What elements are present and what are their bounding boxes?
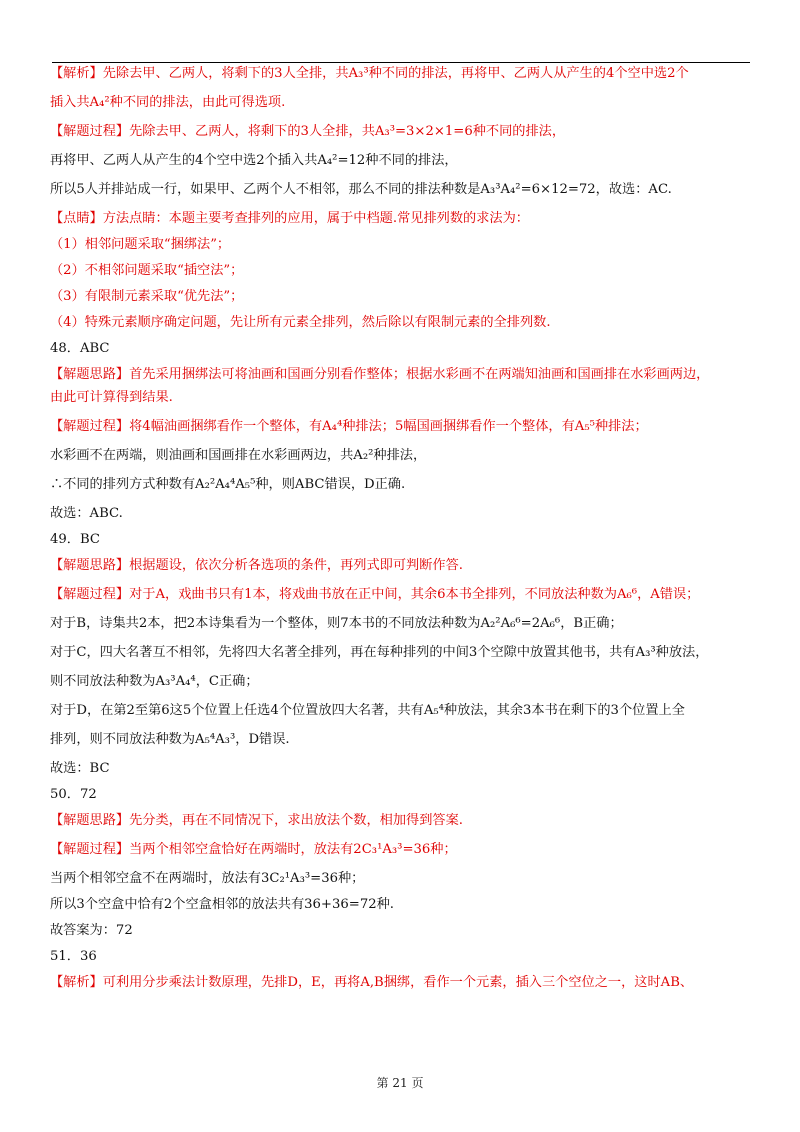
header-rule bbox=[52, 62, 750, 63]
solution-line: 【解题思路】首先采用捆绑法可将油画和国画分别看作整体；根据水彩画不在两端知油画和国画排在水彩画两边， bbox=[50, 367, 710, 382]
solution-line: 所以5人并排站成一行，如果甲、乙两个人不相邻，那么不同的排法种数是A₃³A₄²=6×12=72，故选：AC. bbox=[50, 182, 672, 197]
solution-line: 对于B，诗集共2本，把2本诗集看为一个整体，则7本书的不同放法种数为A₂²A₆⁶=2A₆⁶，B正确； bbox=[50, 616, 623, 631]
solution-line: 故答案为：72 bbox=[50, 923, 133, 938]
tip-line: 【点睛】方法点睛：本题主要考查排列的应用，属于中档题.常见排列数的求法为： bbox=[50, 211, 529, 226]
solution-line: 【解析】可利用分步乘法计数原理，先排D，E，再将A,B捆绑，看作一个元素，插入三个空位之一，这时AB、 bbox=[50, 975, 694, 990]
solution-line: 所以3个空盒中恰有2个空盒相邻的放法共有36+36=72种. bbox=[50, 897, 394, 912]
solution-line: 【解题思路】根据题设，依次分析各选项的条件，再列式即可判断作答. bbox=[50, 558, 464, 573]
solution-line: 【解题过程】将4幅油画捆绑看作一个整体，有A₄⁴种排法；5幅国画捆绑看作一个整体，有A₅⁵种排法； bbox=[50, 419, 648, 434]
tip-line: （1）相邻问题采取“捆绑法”； bbox=[50, 237, 231, 252]
answer-heading: 51．36 bbox=[50, 949, 97, 964]
solution-line: 故选：BC bbox=[50, 761, 110, 776]
solution-line: 【解析】先除去甲、乙两人，将剩下的3人全排，共A₃³种不同的排法，再将甲、乙两人从产生的4个空中选2个 bbox=[50, 66, 689, 81]
solution-line: 对于D，在第2至第6这5个位置上任选4个位置放四大名著，共有A₅⁴种放法，其余3本书在剩下的3个位置上全 bbox=[50, 703, 685, 718]
page-body bbox=[50, 64, 752, 991]
solution-line: 【解题思路】先分类，再在不同情况下，求出放法个数，相加得到答案. bbox=[50, 813, 464, 828]
solution-line: 【解题过程】先除去甲、乙两人，将剩下的3人全排，共A₃³=3×2×1=6种不同的排法， bbox=[50, 124, 566, 139]
solution-line: 对于C，四大名著互不相邻，先将四大名著全排列，再在每种排列的中间3个空隙中放置其他书，共有A₃³种放法， bbox=[50, 645, 709, 660]
solution-line: 故选：ABC. bbox=[50, 506, 123, 521]
solution-line: 则不同放法种数为A₃³A₄⁴，C正确； bbox=[50, 674, 259, 689]
solution-line: 插入共A₄²种不同的排法，由此可得选项. bbox=[50, 95, 286, 110]
answer-heading: 49．BC bbox=[50, 532, 100, 547]
answer-heading: 50．72 bbox=[50, 787, 97, 802]
tip-line: （3）有限制元素采取“优先法”； bbox=[50, 289, 244, 304]
solution-line: ∴不同的排列方式种数有A₂²A₄⁴A₅⁵种，则ABC错误，D正确. bbox=[50, 477, 406, 492]
tip-line: （2）不相邻问题采取“插空法”； bbox=[50, 263, 244, 278]
solution-line: 排列，则不同放法种数为A₅⁴A₃³，D错误. bbox=[50, 732, 290, 747]
solution-line: 由此可计算得到结果. bbox=[50, 390, 173, 405]
page-number: 第 21 页 bbox=[376, 1076, 424, 1090]
solution-line: 水彩画不在两端，则油画和国画排在水彩画两边，共A₂²种排法， bbox=[50, 448, 427, 463]
solution-line: 再将甲、乙两人从产生的4个空中选2个插入共A₄²=12种不同的排法， bbox=[50, 153, 458, 168]
tip-line: （4）特殊元素顺序确定问题，先让所有元素全排列，然后除以有限制元素的全排列数. bbox=[50, 315, 551, 330]
solution-line: 【解题过程】对于A，戏曲书只有1本，将戏曲书放在正中间，其余6本书全排列，不同放法种数为A₆⁶，A错误； bbox=[50, 587, 700, 602]
solution-line: 【解题过程】当两个相邻空盒恰好在两端时，放法有2C₃¹A₃³=36种； bbox=[50, 842, 457, 857]
answer-heading: 48．ABC bbox=[50, 341, 110, 356]
solution-line: 当两个相邻空盒不在两端时，放法有3C₂¹A₃³=36种； bbox=[50, 871, 365, 886]
